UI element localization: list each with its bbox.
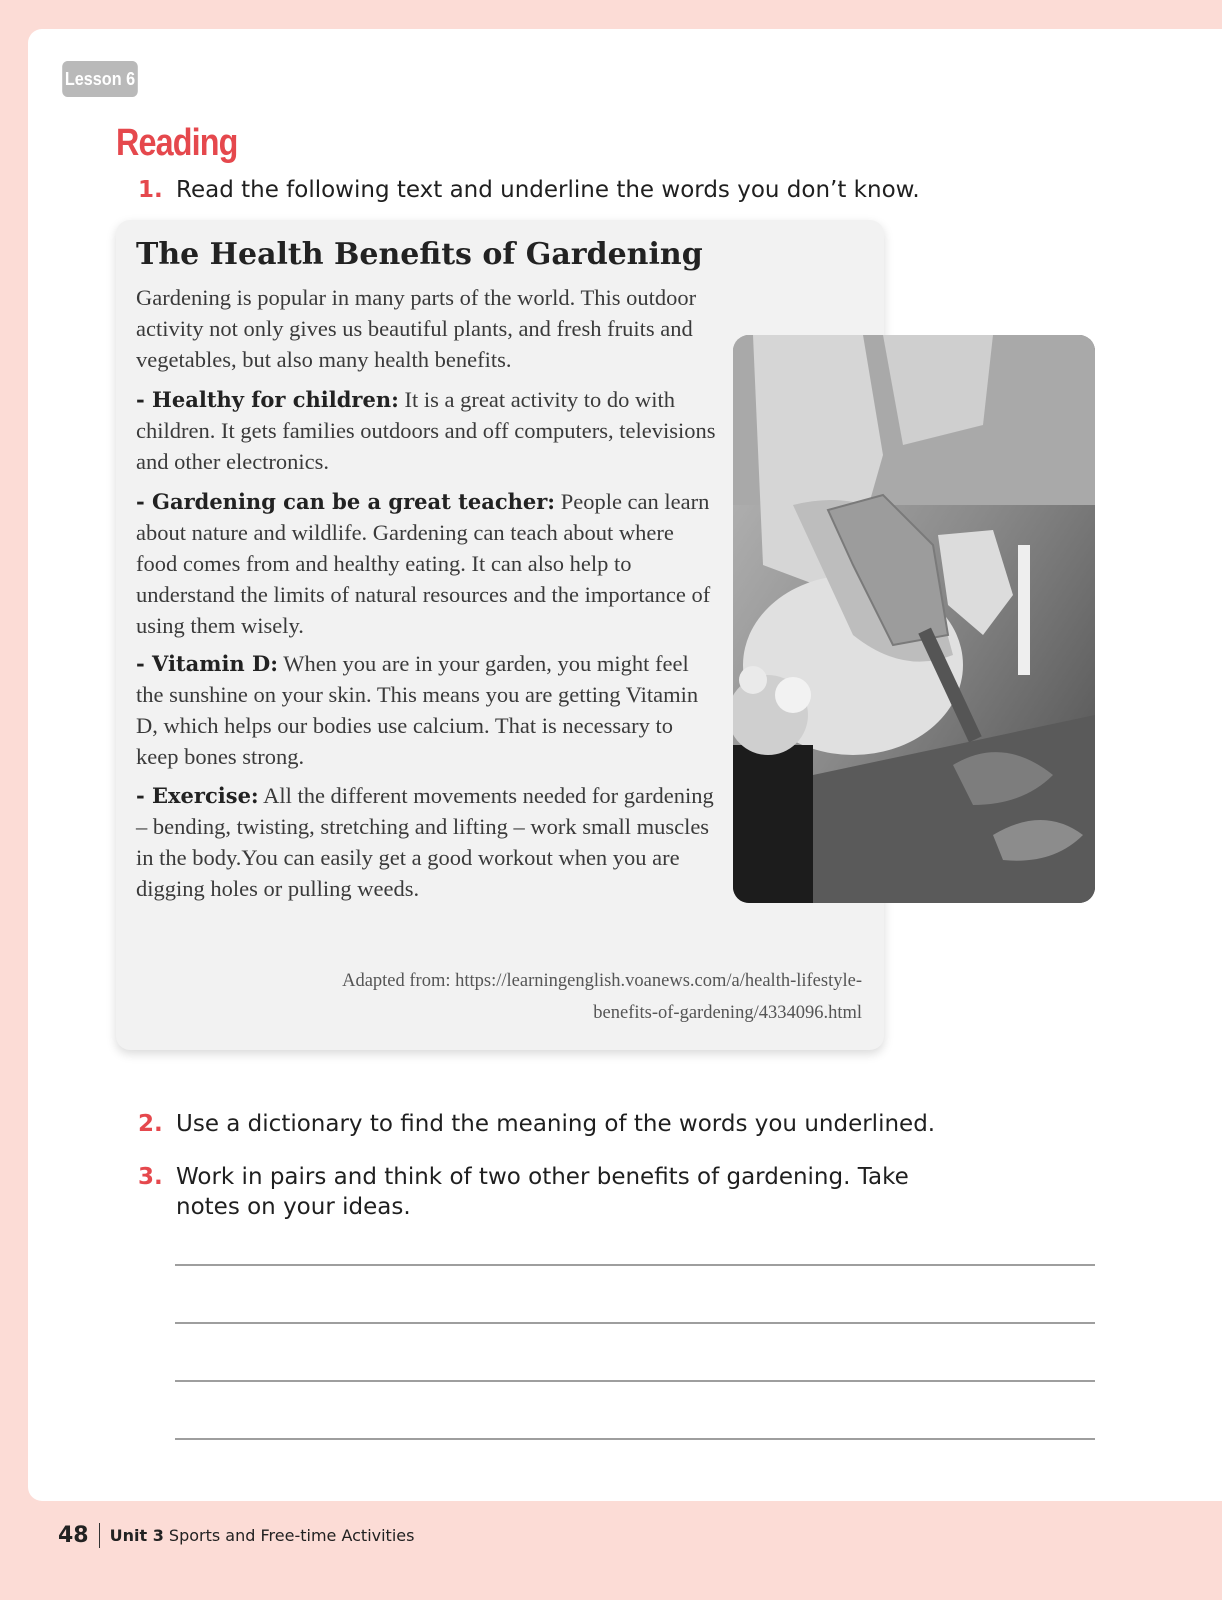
page-number: 48 <box>58 1523 100 1548</box>
task-text: Work in pairs and think of two other benefits of gardening. Take notes on your ideas. <box>176 1164 909 1220</box>
point-heading: - Gardening can be a great teacher: <box>136 489 556 514</box>
source-line: Adapted from: https://learningenglish.voanews.com/a/health-lifestyle- <box>342 971 862 991</box>
article-title: The Health Benefits of Gardening <box>136 237 703 272</box>
task-number: 1. <box>138 177 163 203</box>
task-2 <box>138 1109 935 1139</box>
article-point <box>136 780 716 904</box>
point-text: People can learn about nature and wildlife. Gardening can teach about where food comes from and healthy eating. It can also help to understand the limits of natural resources and the importance of using them wisely. <box>136 489 711 638</box>
writing-line[interactable] <box>175 1380 1095 1382</box>
article-intro: Gardening is popular in many parts of the world. This outdoor activity not only gives us beautiful plants, and fresh fruits and vegetables, but also many health benefits. <box>136 285 697 372</box>
task-number: 2. <box>138 1111 163 1137</box>
source-line: benefits-of-gardening/4334096.html <box>593 1003 862 1023</box>
point-heading: - Vitamin D: <box>136 651 278 676</box>
writing-line[interactable] <box>175 1264 1095 1266</box>
task-text: Use a dictionary to find the meaning of the words you underlined. <box>176 1111 936 1137</box>
lesson-tag: Lesson 6 <box>62 61 138 97</box>
article-source <box>262 965 862 1029</box>
unit-title <box>100 1526 415 1545</box>
task-number: 3. <box>138 1164 163 1190</box>
page-footer <box>58 1517 414 1553</box>
writing-line[interactable] <box>175 1438 1095 1440</box>
task-3 <box>138 1162 976 1222</box>
gardening-photo <box>733 335 1095 903</box>
task-1 <box>138 175 920 205</box>
point-heading: - Healthy for children: <box>136 387 399 412</box>
point-heading: - Exercise: <box>136 783 259 808</box>
article-point <box>136 486 716 641</box>
point-text: It is a great activity to do with children. It gets families outdoors and off computers, televisions and other electronics. <box>136 387 716 474</box>
point-text: When you are in your garden, you might feel the sunshine on your skin. This means you are getting Vitamin D, which helps our bodies use calcium. That is necessary to keep bones strong. <box>136 651 699 769</box>
section-title: Reading <box>116 122 238 164</box>
article-point <box>136 384 716 477</box>
unit-label: Unit 3 <box>109 1525 164 1545</box>
unit-name: Sports and Free-time Activities <box>163 1525 415 1545</box>
article-point <box>136 648 716 772</box>
task-text: Read the following text and underline the words you don’t know. <box>176 177 920 203</box>
writing-line[interactable] <box>175 1322 1095 1324</box>
point-text: All the different movements needed for gardening – bending, twisting, stretching and lifting – work small muscles in the body.You can easily get a good workout when you are digging holes or pulling weeds. <box>136 783 714 901</box>
